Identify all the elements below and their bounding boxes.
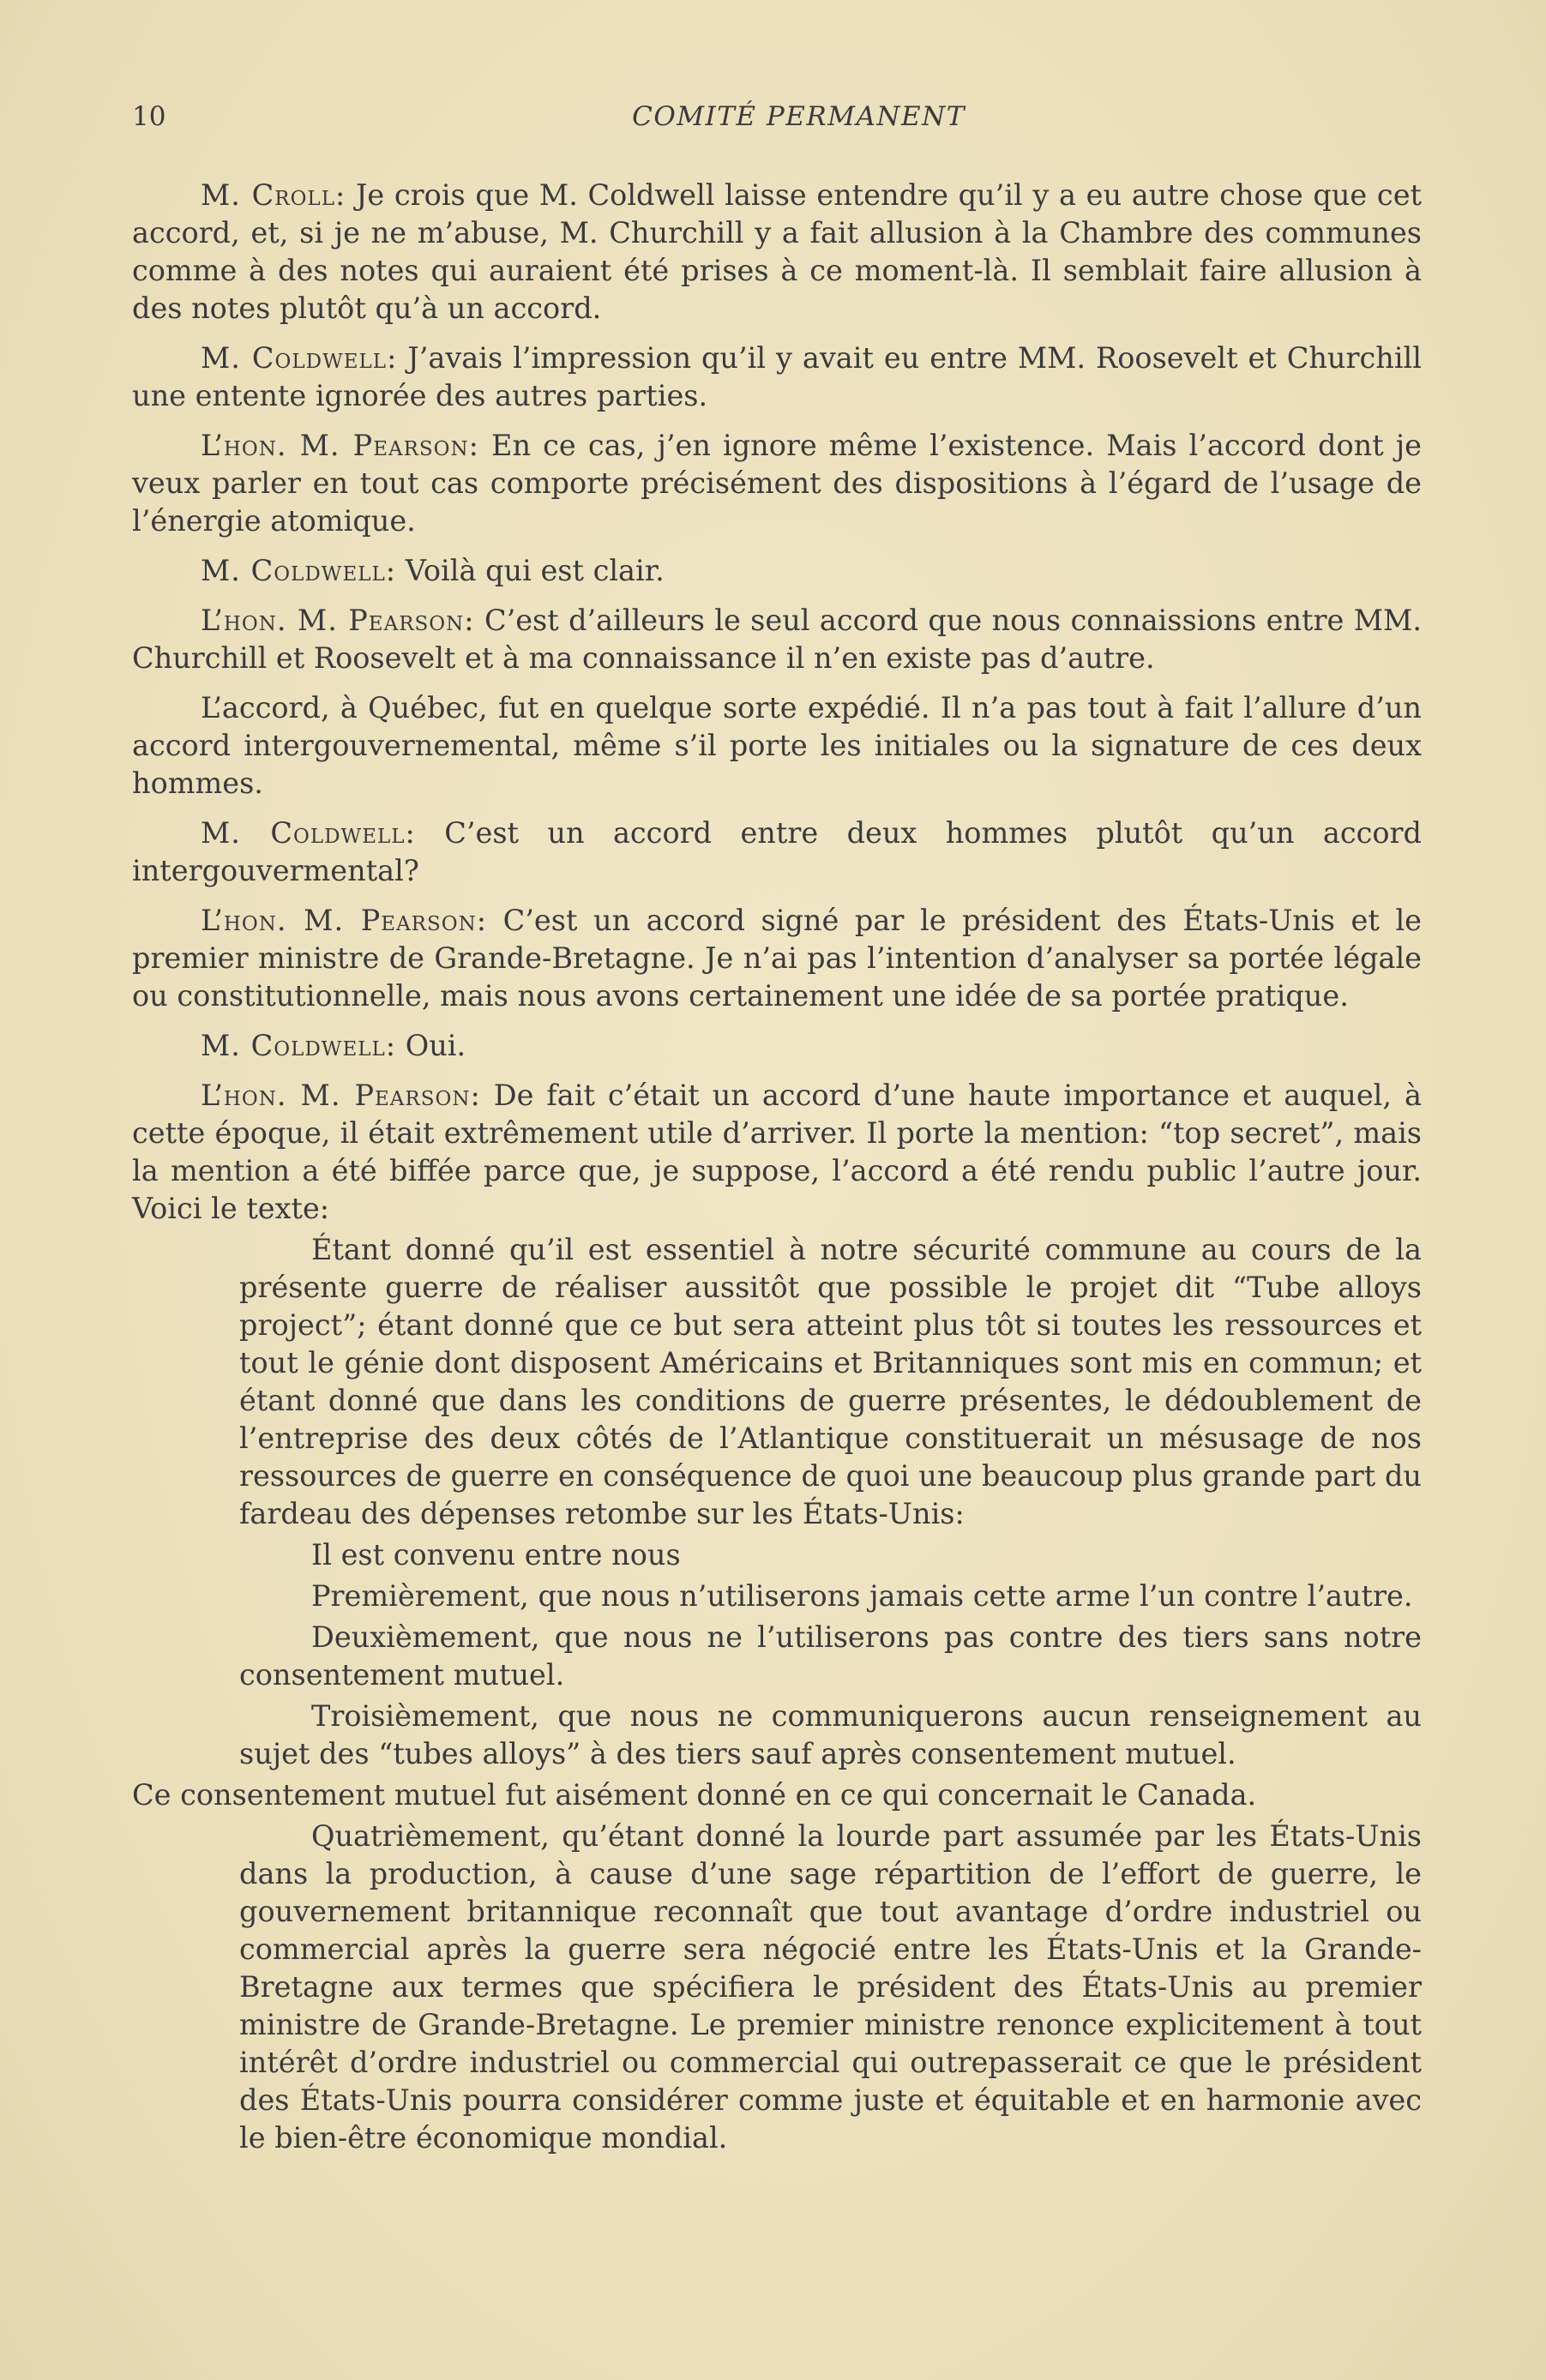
paragraph (132, 814, 1422, 890)
quote-paragraph: Étant donné qu’il est essentiel à notre sécurité commune au cours de la présente guerre de réaliser aussitôt que possible le projet dit “Tube alloys project”; étant donné que ce but sera atteint plus tôt si toutes les ressources et tout le génie dont disposent Américains et Britanniques sont mis en commun; et étant donné que dans les conditions de guerre présentes, le dédoublement de l’entreprise des deux côtés de l’Atlantique constituerait un mésusage de nos ressources de guerre en conséquence de quoi une beaucoup plus grande part du fardeau des dépenses retombe sur les États-Unis: (239, 1233, 1422, 1530)
speech: Voilà qui est clair. (405, 554, 665, 587)
speech: De fait c’était un accord d’une haute importance et auquel, à cette époque, il était extrêmement utile d’arriver. Il porte la mention: “top secret”, mais la mention a été biffée parce que, je suppose, l’accord a été rendu public l’autre jour. Voici le texte: (132, 1079, 1422, 1225)
quote-paragraph: Quatrièmement, qu’étant donné la lourde part assumée par les États-Unis dans la production, à cause d’une sage répartition de l’effort de guerre, le gouvernement britannique reconnaît que tout avantage d’ordre industriel ou commercial après la guerre sera négocié entre les États-Unis et la Grande-Bretagne aux termes que spécifiera le président des États-Unis au premier ministre de Grande-Bretagne. Le premier ministre renonce explicitement à tout intérêt d’ordre industriel ou commercial qui outrepasserait ce que le président des États-Unis pourra considérer comme juste et équitable et en harmonie avec le bien-être économique mondial. (239, 1819, 1422, 2155)
speaker: M. Croll: (201, 178, 346, 212)
speech: Je crois que M. Coldwell laisse entendre qu’il y a eu autre chose que cet accord, et, si je ne m’abuse, M. Churchill y a fait allusion à la Chambre des communes comme à des notes qui auraient été prises à ce moment-là. Il semblait faire allusion à des notes plutôt qu’à un accord. (132, 178, 1422, 325)
speech: J’avais l’impression qu’il y avait eu entre MM. Roosevelt et Churchill une entente ignorée des autres parties. (132, 341, 1422, 412)
interjection: Ce consentement mutuel fut aisément donné en ce qui concernait le Canada. (132, 1778, 1257, 1812)
speaker: M. Coldwell: (201, 341, 398, 375)
paragraph (132, 1027, 1422, 1065)
speaker: L’hon. M. Pearson: (201, 1079, 481, 1112)
speaker: L’hon. M. Pearson: (201, 904, 488, 937)
quoted-agreement-continued (239, 1818, 1422, 2157)
quote-paragraph: Il est convenu entre nous (311, 1538, 681, 1572)
speaker: L’hon. M. Pearson: (201, 604, 475, 637)
quote-paragraph: Troisièmement, que nous ne communiquerons aucun renseignement au sujet des “tubes alloys” à des tiers sauf après consentement mutuel. (239, 1699, 1422, 1770)
speaker: M. Coldwell: (201, 816, 416, 850)
speech: C’est un accord entre deux hommes plutôt qu’un accord intergouvermental? (132, 816, 1422, 887)
quoted-agreement (239, 1231, 1422, 1773)
paragraph (132, 1077, 1422, 1228)
quote-paragraph: Deuxièmement, que nous ne l’utiliserons pas contre des tiers sans notre consentement mutuel. (239, 1620, 1422, 1692)
paragraph (132, 552, 1422, 590)
speech: L’accord, à Québec, fut en quelque sorte expédié. Il n’a pas tout à fait l’allure d’un accord intergouvernemental, même s’il porte les initiales ou la signature de ces deux hommes. (132, 691, 1422, 800)
speech: En ce cas, j’en ignore même l’existence. Mais l’accord dont je veux parler en tout cas comporte précisément des dispositions à l’égard de l’usage de l’énergie atomique. (132, 429, 1423, 538)
speech: C’est un accord signé par le président des États-Unis et le premier ministre de Grande-Bretagne. Je n’ai pas l’intention d’analyser sa portée légale ou constitutionnelle, mais nous avons certainement une idée de sa portée pratique. (132, 904, 1422, 1013)
paragraph (132, 177, 1422, 328)
paragraph (132, 902, 1422, 1015)
speaker: M. Coldwell: (201, 1029, 397, 1062)
page-body (132, 177, 1422, 2161)
quote-paragraph: Premièrement, que nous n’utiliserons jamais cette arme l’un contre l’autre. (311, 1579, 1413, 1613)
speech: C’est d’ailleurs le seul accord que nous connaissions entre MM. Churchill et Roosevelt et à ma connaissance il n’en existe pas d’autre. (132, 604, 1422, 675)
paragraph (132, 602, 1422, 677)
running-head: COMITÉ PERMANENT (632, 101, 965, 132)
paragraph (132, 689, 1422, 802)
speaker: L’hon. M. Pearson: (201, 429, 479, 462)
speech: Oui. (405, 1029, 466, 1062)
page-number: 10 (132, 101, 166, 132)
paragraph (132, 427, 1422, 540)
speaker: M. Coldwell: (201, 554, 397, 587)
paragraph (132, 340, 1422, 415)
